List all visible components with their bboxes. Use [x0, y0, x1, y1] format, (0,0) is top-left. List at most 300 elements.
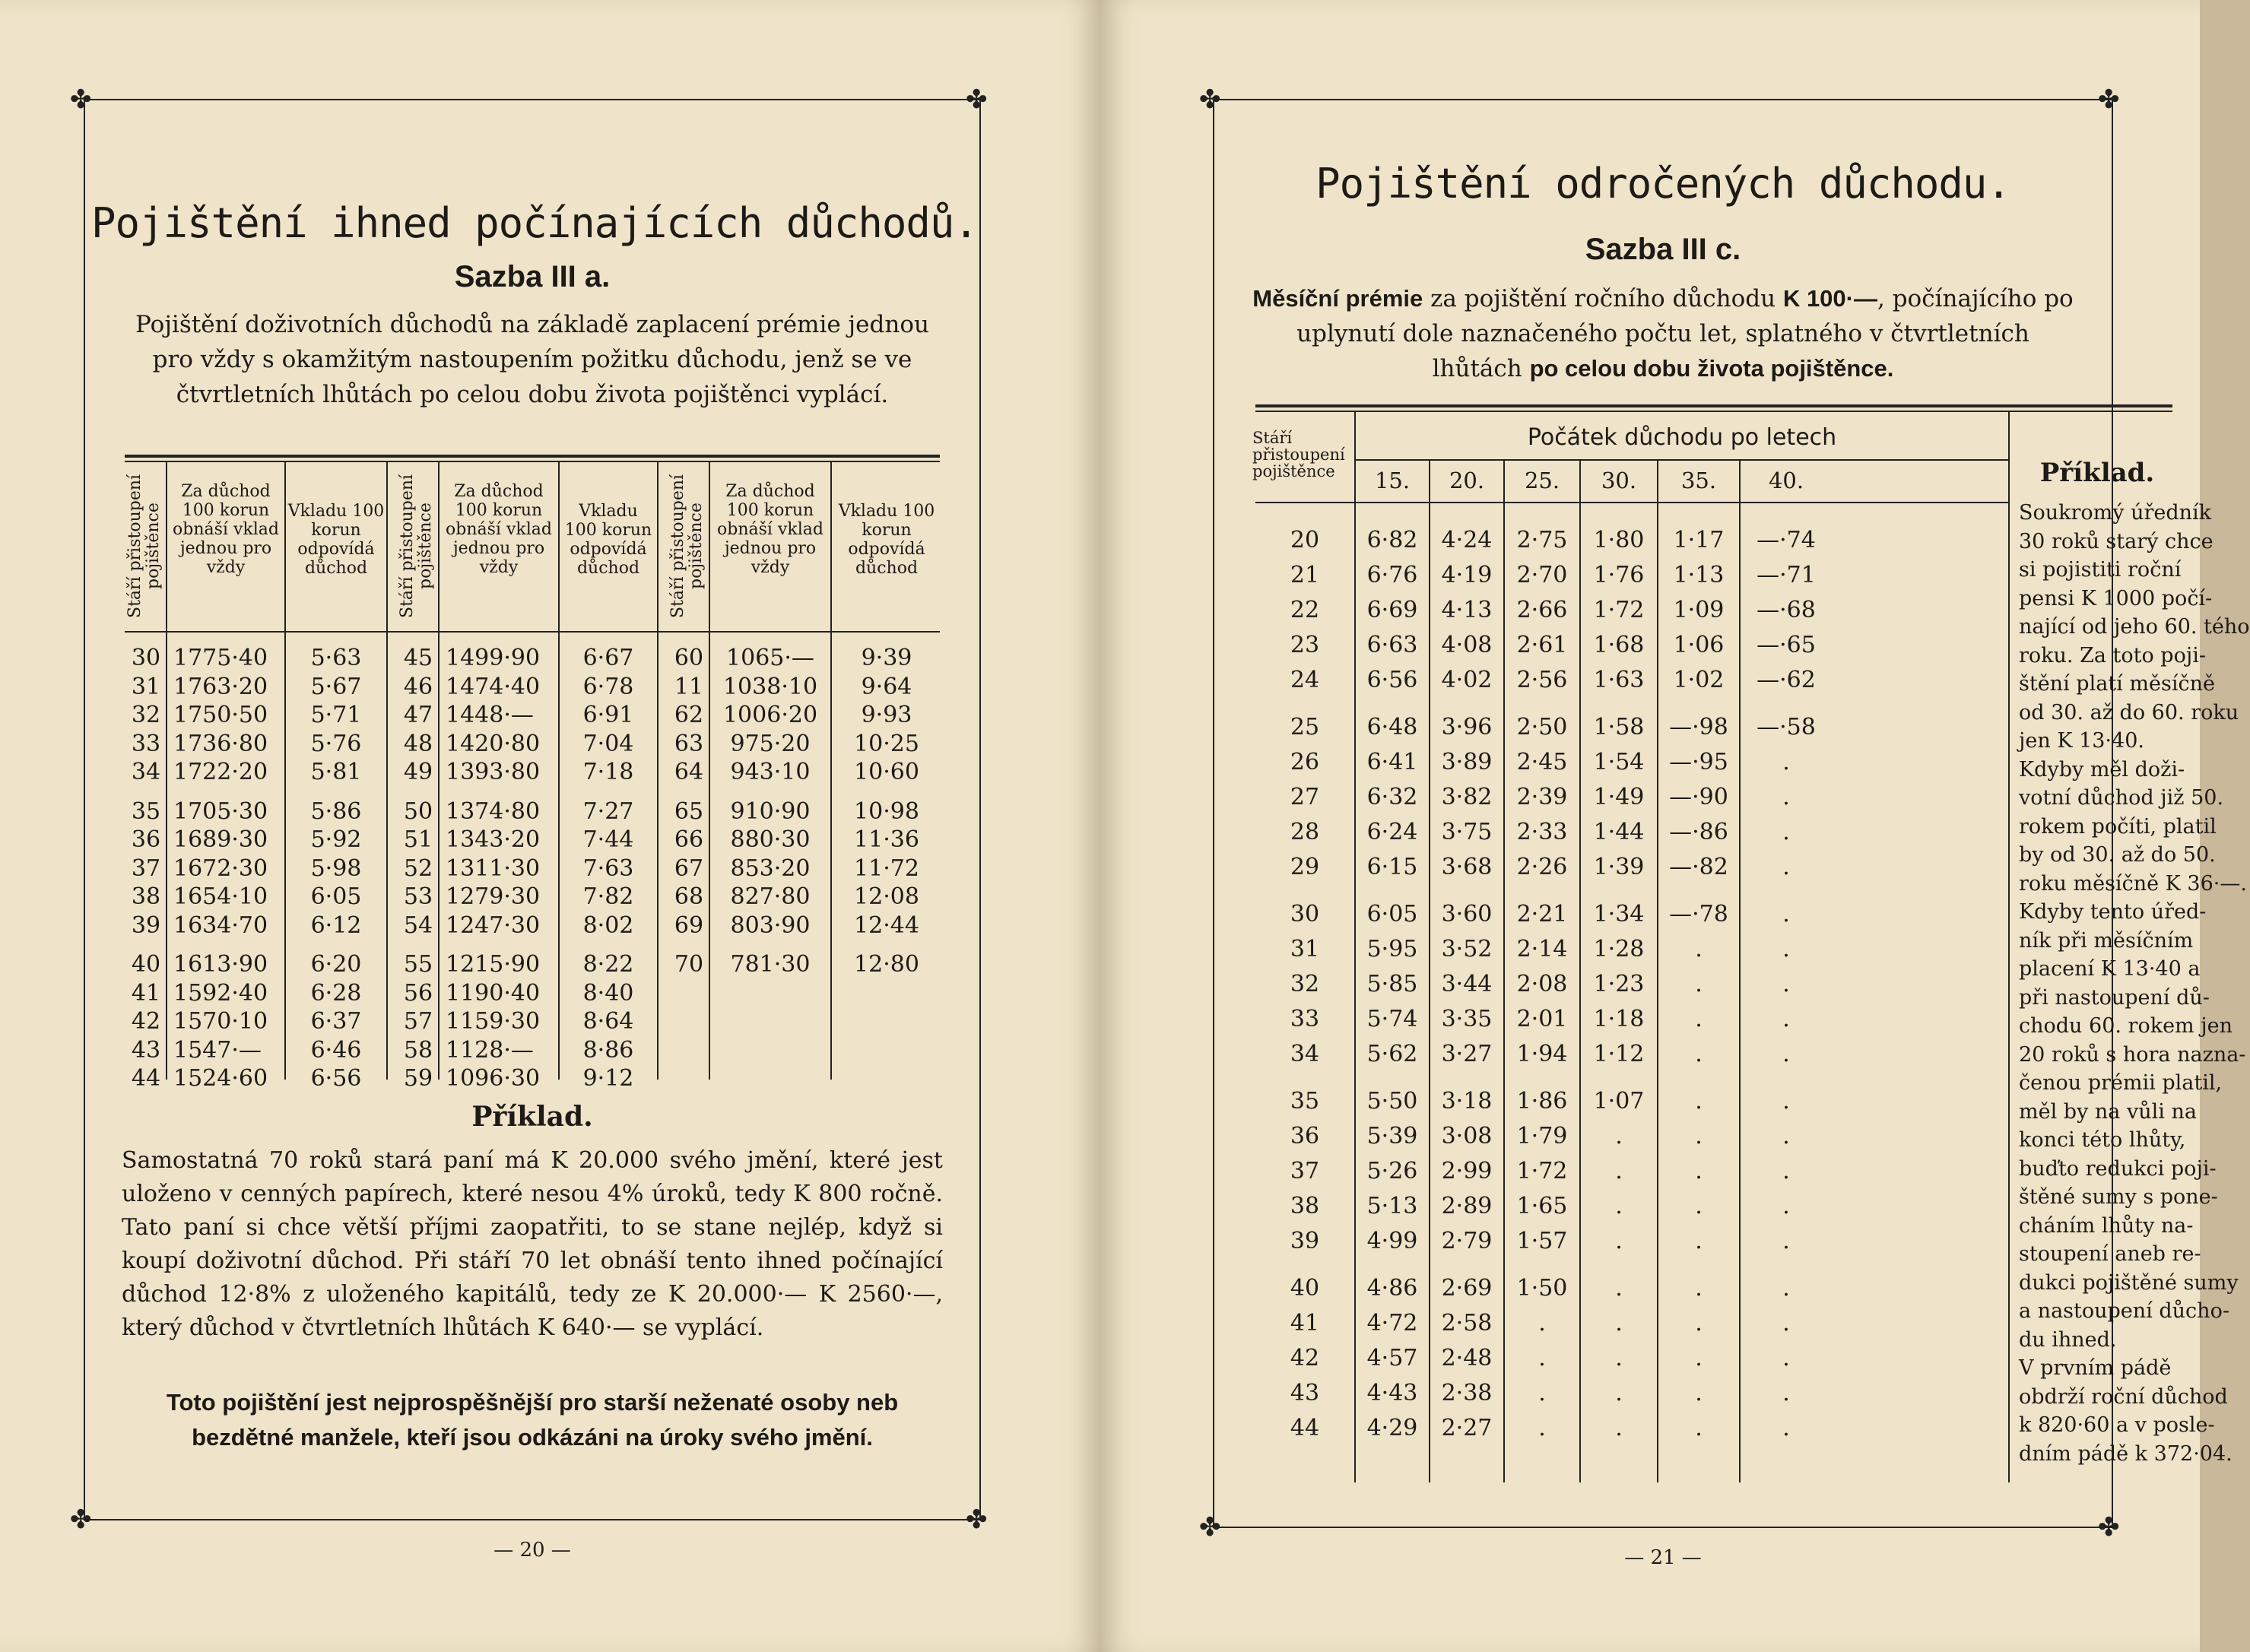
table-cell-premium: 3·68 — [1441, 854, 1493, 880]
year-header: 35. — [1680, 468, 1717, 493]
table-header-rule — [1255, 502, 2008, 503]
example-line: placení K 13·40 a — [2019, 957, 2201, 981]
table-cell-premium: 4·08 — [1441, 632, 1493, 658]
example-line: dním pádě k 372·04. — [2019, 1441, 2233, 1466]
table-cell-premium: 1·86 — [1516, 1088, 1568, 1115]
table-cell-premium: 3·75 — [1441, 819, 1493, 845]
column-header-age: Stáří přistoupení pojištěnce — [668, 474, 706, 618]
table-cell-premium: . — [1782, 1041, 1790, 1067]
page-number: — 21 — — [1624, 1546, 1702, 1569]
table-cell-premium: —·98 — [1669, 714, 1728, 740]
table-cell-premium: —·74 — [1757, 527, 1816, 553]
table-cell-premium: 4·86 — [1366, 1275, 1418, 1302]
table-cell-age: 65 — [674, 797, 704, 825]
table-cell-age: 29 — [1290, 854, 1320, 880]
table-cell-age: 51 — [403, 826, 433, 853]
table-cell-pension: 10·98 — [854, 797, 919, 825]
table-cell-deposit: 1448·— — [446, 702, 534, 728]
corner-ornament-icon: ✤ — [70, 1505, 92, 1535]
table-cell-premium: 4·02 — [1441, 667, 1493, 693]
table-cell-age: 54 — [403, 912, 433, 939]
table-cell-premium: . — [1695, 1345, 1703, 1371]
table-cell-deposit: 1128·— — [446, 1036, 534, 1064]
table-cell-premium: . — [1615, 1158, 1623, 1184]
table-cell-age: 36 — [1290, 1123, 1320, 1149]
table-cell-premium: 3·82 — [1441, 784, 1493, 810]
table-cell-premium: 1·28 — [1593, 936, 1645, 962]
table-cell-age: 33 — [1290, 1006, 1320, 1032]
table-cell-premium: . — [1695, 1088, 1703, 1115]
table-cell-premium: 2·69 — [1441, 1275, 1493, 1302]
corner-ornament-icon: ✤ — [2098, 84, 2120, 115]
rate-heading: Sazba III a. — [454, 260, 611, 293]
table-cell-premium: . — [1782, 1088, 1790, 1115]
table-cell-premium: 1·57 — [1516, 1228, 1568, 1254]
table-cell-premium: . — [1782, 1275, 1790, 1302]
table-cell-pension: 11·36 — [854, 826, 919, 853]
table-cell-pension: 6·56 — [310, 1065, 362, 1092]
table-cell-pension: 8·64 — [582, 1008, 634, 1035]
table-cell-premium: . — [1782, 784, 1790, 810]
example-line: si pojistiti roční — [2019, 558, 2182, 582]
table-cell-age: 57 — [403, 1008, 433, 1035]
table-cell-deposit: 1159·30 — [446, 1008, 541, 1035]
table-cell-age: 33 — [131, 730, 161, 757]
table-cell-pension: 12·44 — [854, 912, 919, 939]
example-text: Samostatná 70 roků stará paní má K 20.000 svého jmění, které jest uloženo v cenných papírech, které nesou 4% úroků, tedy K 800 ročně. Tato paní si chce větší příjmi zaopatřiti, to se stane nejlép, když si koupí doživotní důchod. Při stáří 70 let obnáší tento ihned počínající důchod 12·8% z uloženého kapitálů, tedy ze K 20.000·— K 2560·—, který důchod v čtvrtletních lhůtách K 640·— se vyplácí. — [122, 1147, 943, 1341]
table-cell-premium: 1·49 — [1593, 784, 1645, 810]
table-cell-pension: 6·28 — [310, 979, 362, 1007]
example-text — [2019, 499, 2250, 1468]
example-line: od 30. až do 60. roku — [2019, 700, 2239, 725]
example-line: rokem počíti, platil — [2019, 814, 2217, 839]
table-cell-age: 38 — [1290, 1193, 1320, 1219]
table-top-rule — [125, 461, 940, 462]
table-cell-age: 34 — [131, 759, 161, 785]
bottom-rule — [84, 1519, 981, 1520]
table-cell-premium: 6·15 — [1366, 854, 1418, 880]
table-cell-pension: 12·08 — [854, 883, 919, 910]
desc-bold: K 100·— — [1782, 285, 1877, 312]
column-header-age: Stáří přistoupení pojištěnce — [398, 474, 435, 618]
table-cell-deposit: 1499·90 — [446, 645, 541, 671]
table-cell-premium: . — [1782, 749, 1790, 775]
table-cell-pension: 5·71 — [310, 702, 362, 728]
table-cell-age: 44 — [131, 1065, 161, 1092]
table-cell-deposit: 1279·30 — [446, 883, 541, 910]
table-cell-age: 21 — [1290, 562, 1320, 588]
table-cell-premium: . — [1782, 1193, 1790, 1219]
table-cell-deposit: 803·90 — [730, 912, 811, 939]
table-cell-pension: 12·80 — [854, 951, 919, 978]
column-divider — [166, 461, 167, 1080]
table-cell-premium: 4·13 — [1441, 597, 1493, 623]
table-cell-premium: 4·99 — [1366, 1228, 1418, 1254]
table-cell-premium: 2·48 — [1441, 1345, 1493, 1371]
table-cell-premium: 4·72 — [1366, 1310, 1418, 1337]
column-header-pension: Vkladu 100 korun odpovídá důchod — [564, 502, 652, 578]
table-cell-pension: 9·93 — [861, 702, 912, 728]
table-cell-premium: 1·02 — [1673, 667, 1725, 693]
table-cell-age: 22 — [1290, 597, 1320, 623]
table-cell-age: 32 — [1290, 971, 1320, 997]
table-cell-age: 48 — [403, 730, 433, 757]
bottom-rule — [1213, 1527, 2113, 1528]
table-cell-deposit: 910·90 — [730, 797, 811, 825]
table-cell-premium: . — [1695, 936, 1703, 962]
table-cell-premium: . — [1782, 1310, 1790, 1337]
table-cell-premium: . — [1782, 1345, 1790, 1371]
table-cell-deposit: 1190·40 — [446, 979, 541, 1007]
page-title: Pojištění odročených důchodu. — [1315, 160, 2010, 208]
table-cell-pension: 6·91 — [582, 702, 634, 728]
example-line: ník při měsíčním — [2019, 928, 2194, 953]
table-cell-age: 30 — [1290, 901, 1320, 927]
table-cell-pension: 7·44 — [582, 826, 634, 853]
table-cell-premium: 1·80 — [1593, 527, 1645, 553]
table-cell-pension: 5·98 — [310, 855, 362, 882]
table-cell-pension: 5·63 — [310, 645, 362, 671]
table-cell-premium: 2·27 — [1441, 1415, 1493, 1441]
table-cell-premium: 2·08 — [1516, 971, 1568, 997]
example-line: obdrží roční důchod — [2019, 1384, 2228, 1409]
example-line: 30 roků starý chce — [2019, 529, 2214, 553]
table-cell-age: 31 — [1290, 936, 1320, 962]
table-cell-pension: 5·76 — [310, 730, 362, 757]
example-line: votní důchod již 50. — [2019, 786, 2224, 810]
table-cell-deposit: 880·30 — [730, 826, 811, 853]
group-header-rule — [1356, 459, 2008, 461]
page-title: Pojištění ihned počínajících důchodů. — [91, 199, 978, 247]
column-header-age: Stáří přistoupení pojištěnce — [1252, 429, 1345, 480]
table-cell-age: 42 — [131, 1008, 161, 1035]
column-header-deposit: Za důchod 100 korun obnáší vklad jednou pro vždy — [446, 482, 552, 577]
table-cell-age: 50 — [403, 797, 433, 825]
desc-text: , počínajícího po uplynutí dole naznačeného počtu let, splatného v čtvrtletních lhůtách — [1296, 285, 2074, 382]
table-cell-premium: 1·58 — [1593, 714, 1645, 740]
table-cell-premium: . — [1615, 1123, 1623, 1149]
corner-ornament-icon: ✤ — [70, 84, 92, 115]
table-cell-pension: 6·46 — [310, 1036, 362, 1064]
table-cell-premium: . — [1615, 1380, 1623, 1406]
table-cell-age: 53 — [403, 883, 433, 910]
table-cell-pension: 11·72 — [854, 855, 919, 882]
table-cell-pension: 5·86 — [310, 797, 362, 825]
column-header-deposit: Za důchod 100 korun obnáší vklad jednou pro vždy — [717, 482, 824, 577]
example-line: roku. Za toto poji- — [2019, 643, 2206, 667]
table-cell-premium: . — [1538, 1415, 1546, 1441]
year-header: 15. — [1374, 468, 1411, 493]
table-cell-age: 58 — [403, 1036, 433, 1064]
table-cell-premium: 5·95 — [1366, 936, 1418, 962]
table-cell-premium: . — [1695, 1228, 1703, 1254]
example-line: stoupení aneb re- — [2019, 1242, 2201, 1266]
table-cell-premium: —·65 — [1757, 632, 1816, 658]
table-top-rule — [125, 455, 940, 458]
table-cell-premium: 4·19 — [1441, 562, 1493, 588]
table-cell-premium: 1·63 — [1593, 667, 1645, 693]
table-cell-premium: 1·17 — [1673, 527, 1725, 553]
table-cell-premium: 3·96 — [1441, 714, 1493, 740]
desc-text: za pojištění ročního důchodu — [1423, 285, 1783, 312]
table-cell-deposit: 1689·30 — [173, 826, 268, 853]
column-divider — [709, 461, 710, 1080]
example-line: Kdyby měl doži- — [2019, 757, 2185, 782]
table-cell-premium: 3·44 — [1441, 971, 1493, 997]
table-cell-premium: —·71 — [1757, 562, 1816, 588]
table-cell-premium: . — [1695, 1415, 1703, 1441]
table-cell-age: 63 — [674, 730, 704, 757]
table-cell-age: 49 — [403, 759, 433, 785]
table-cell-pension: 7·63 — [582, 855, 634, 882]
table-cell-premium: . — [1538, 1345, 1546, 1371]
table-cell-premium: 2·56 — [1516, 667, 1568, 693]
table-cell-premium: 1·39 — [1593, 854, 1645, 880]
table-top-rule — [1255, 411, 2172, 412]
table-cell-deposit: 1654·10 — [173, 883, 268, 910]
example-line: konci této lhůty, — [2019, 1128, 2186, 1152]
table-cell-premium: 2·75 — [1516, 527, 1568, 553]
table-cell-premium: 2·61 — [1516, 632, 1568, 658]
table-cell-deposit: 1672·30 — [173, 855, 268, 882]
example-line: k 820·60 a v posle- — [2019, 1413, 2215, 1437]
table-cell-premium: . — [1695, 1310, 1703, 1337]
table-cell-premium: 2·89 — [1441, 1193, 1493, 1219]
table-cell-premium: . — [1695, 1006, 1703, 1032]
table-cell-premium: 6·82 — [1366, 527, 1418, 553]
table-cell-pension: 6·37 — [310, 1008, 362, 1035]
example-line: roku měsíčně K 36·—. — [2019, 871, 2247, 896]
table-cell-age: 36 — [131, 826, 161, 853]
table-cell-age: 43 — [1290, 1380, 1320, 1406]
table-cell-age: 59 — [403, 1065, 433, 1092]
table-cell-premium: 1·68 — [1593, 632, 1645, 658]
table-cell-deposit: 1311·30 — [446, 855, 541, 882]
table-cell-deposit: 1547·— — [173, 1036, 262, 1064]
table-cell-premium: 6·69 — [1366, 597, 1418, 623]
table-cell-age: 68 — [674, 883, 704, 910]
table-cell-premium: —·58 — [1757, 714, 1816, 740]
corner-ornament-icon: ✤ — [2098, 1512, 2120, 1543]
table-cell-premium: 2·26 — [1516, 854, 1568, 880]
table-cell-premium: 1·72 — [1516, 1158, 1568, 1184]
table-cell-pension: 5·67 — [310, 673, 362, 700]
column-divider — [438, 461, 440, 1080]
table-cell-premium: 2·50 — [1516, 714, 1568, 740]
table-cell-pension: 8·22 — [582, 951, 634, 978]
column-header-age: Stáří přistoupení pojištěnce — [125, 474, 163, 618]
table-cell-premium: 2·38 — [1441, 1380, 1493, 1406]
table-cell-age: 45 — [403, 645, 433, 671]
table-cell-premium: 5·74 — [1366, 1006, 1418, 1032]
table-cell-age: 23 — [1290, 632, 1320, 658]
year-header: 40. — [1768, 468, 1804, 493]
table-cell-premium: 3·08 — [1441, 1123, 1493, 1149]
table-cell-premium: 2·33 — [1516, 819, 1568, 845]
table-cell-premium: 1·09 — [1673, 597, 1725, 623]
table-cell-age: 39 — [1290, 1228, 1320, 1254]
table-cell-premium: 1·79 — [1516, 1123, 1568, 1149]
example-line: a nastoupení důcho- — [2019, 1299, 2229, 1323]
table-cell-age: 52 — [403, 855, 433, 882]
table-cell-premium: —·82 — [1669, 854, 1728, 880]
table-cell-age: 62 — [674, 702, 704, 728]
table-cell-premium: 3·89 — [1441, 749, 1493, 775]
table-cell-premium: 2·45 — [1516, 749, 1568, 775]
table-cell-deposit: 1247·30 — [446, 912, 541, 939]
table-cell-deposit: 1592·40 — [173, 979, 268, 1007]
table-cell-deposit: 1215·90 — [446, 951, 541, 978]
table-cell-premium: 5·26 — [1366, 1158, 1418, 1184]
table-cell-premium: 2·21 — [1516, 901, 1568, 927]
table-cell-age: 47 — [403, 702, 433, 728]
table-cell-premium: 6·63 — [1366, 632, 1418, 658]
table-cell-pension: 6·67 — [582, 645, 634, 671]
table-cell-age: 44 — [1290, 1415, 1320, 1441]
table-cell-age: 60 — [674, 645, 704, 671]
example-line: čenou prémii platil, — [2019, 1071, 2223, 1095]
table-cell-deposit: 1393·80 — [446, 759, 541, 785]
column-divider — [2008, 412, 2010, 1482]
table-cell-premium: 4·57 — [1366, 1345, 1418, 1371]
example-line: Soukromý úředník — [2019, 501, 2212, 525]
table-cell-pension: 7·82 — [582, 883, 634, 910]
table-cell-premium: . — [1538, 1380, 1546, 1406]
table-cell-age: 66 — [674, 826, 704, 853]
example-line: du ihned. — [2019, 1327, 2117, 1352]
table-cell-age: 30 — [131, 645, 161, 671]
table-cell-deposit: 1705·30 — [173, 797, 268, 825]
table-cell-age: 20 — [1290, 527, 1320, 553]
table-cell-premium: . — [1782, 901, 1790, 927]
table-cell-premium: —·95 — [1669, 749, 1728, 775]
example-heading: Příklad. — [471, 1101, 593, 1133]
table-cell-premium: . — [1615, 1275, 1623, 1302]
table-cell-deposit: 1006·20 — [722, 702, 818, 728]
corner-ornament-icon: ✤ — [966, 84, 988, 115]
column-header-pension: Vkladu 100 korun odpovídá důchod — [287, 502, 385, 578]
table-cell-premium: . — [1782, 1380, 1790, 1406]
table-cell-premium: 1·76 — [1593, 562, 1645, 588]
example-line: štěné sumy s pone- — [2019, 1185, 2218, 1209]
year-header: 25. — [1524, 468, 1560, 493]
table-cell-age: 39 — [131, 912, 161, 939]
year-header: 30. — [1601, 468, 1637, 493]
table-cell-age: 32 — [131, 702, 161, 728]
table-cell-age: 28 — [1290, 819, 1320, 845]
table-cell-premium: 1·44 — [1593, 819, 1645, 845]
table-cell-premium: 2·58 — [1441, 1310, 1493, 1337]
table-cell-premium: . — [1782, 1006, 1790, 1032]
table-cell-deposit: 1524·60 — [173, 1065, 268, 1092]
table-cell-premium: 1·12 — [1593, 1041, 1645, 1067]
table-cell-pension: 6·20 — [310, 951, 362, 978]
table-cell-deposit: 1722·20 — [173, 759, 268, 785]
table-cell-premium: 2·99 — [1441, 1158, 1493, 1184]
table-cell-age: 25 — [1290, 714, 1320, 740]
table-cell-premium: . — [1782, 1158, 1790, 1184]
table-cell-pension: 7·04 — [582, 730, 634, 757]
table-cell-premium: 4·43 — [1366, 1380, 1418, 1406]
table-cell-premium: . — [1695, 1123, 1703, 1149]
table-cell-premium: 2·39 — [1516, 784, 1568, 810]
example-line: při nastoupení dů- — [2019, 985, 2210, 1010]
table-cell-premium: 5·85 — [1366, 971, 1418, 997]
table-cell-premium: 5·13 — [1366, 1193, 1418, 1219]
table-cell-premium: 3·18 — [1441, 1088, 1493, 1115]
table-cell-premium: . — [1615, 1193, 1623, 1219]
table-cell-premium: 4·24 — [1441, 527, 1493, 553]
table-cell-deposit: 1775·40 — [173, 645, 268, 671]
table-cell-premium: . — [1695, 1275, 1703, 1302]
example-line: nající od jeho 60. tého — [2019, 615, 2250, 639]
table-cell-premium: 1·50 — [1516, 1275, 1568, 1302]
table-cell-deposit: 1096·30 — [446, 1065, 541, 1092]
column-header-pension: Vkladu 100 korun odpovídá důchod — [838, 502, 935, 578]
table-cell-deposit: 1420·80 — [446, 730, 541, 757]
table-cell-deposit: 1038·10 — [722, 673, 818, 700]
table-cell-age: 24 — [1290, 667, 1320, 693]
table-cell-premium: . — [1615, 1310, 1623, 1337]
table-cell-premium: 1·07 — [1593, 1088, 1645, 1115]
table-cell-premium: . — [1782, 1228, 1790, 1254]
table-cell-age: 11 — [674, 673, 704, 700]
table-cell-premium: 1·34 — [1593, 901, 1645, 927]
table-cell-pension: 9·64 — [861, 673, 912, 700]
table-cell-premium: —·90 — [1669, 784, 1728, 810]
table-cell-deposit: 943·10 — [730, 759, 811, 785]
table-cell-age: 38 — [131, 883, 161, 910]
example-line: jen K 13·40. — [2019, 729, 2144, 753]
table-cell-premium: 1·94 — [1516, 1041, 1568, 1067]
table-cell-age: 40 — [1290, 1275, 1320, 1302]
example-heading: Příklad. — [2039, 458, 2155, 488]
table-cell-premium: . — [1782, 971, 1790, 997]
table-cell-premium: . — [1695, 1041, 1703, 1067]
table-cell-deposit: 1750·50 — [173, 702, 268, 728]
column-header-deposit: Za důchod 100 korun obnáší vklad jednou pro vždy — [173, 482, 279, 577]
right-page — [1100, 0, 2250, 1652]
table-cell-premium: . — [1615, 1415, 1623, 1441]
table-cell-premium: 1·72 — [1593, 597, 1645, 623]
table-cell-premium: 1·13 — [1673, 562, 1725, 588]
table-cell-premium: 6·41 — [1366, 749, 1418, 775]
example-line: by od 30. až do 50. — [2019, 843, 2216, 867]
example-line: Kdyby tento úřed- — [2019, 900, 2207, 924]
table-cell-deposit: 827·80 — [730, 883, 811, 910]
table-cell-pension: 6·12 — [310, 912, 362, 939]
table-cell-deposit: 1613·90 — [173, 951, 268, 978]
table-cell-pension: 9·39 — [861, 645, 912, 671]
table-cell-age: 56 — [403, 979, 433, 1007]
rate-heading: Sazba III c. — [1585, 233, 1741, 266]
table-cell-age: 40 — [131, 951, 161, 978]
table-cell-deposit: 975·20 — [730, 730, 811, 757]
table-cell-premium: . — [1782, 1123, 1790, 1149]
table-cell-pension: 5·92 — [310, 826, 362, 853]
table-cell-premium: . — [1782, 854, 1790, 880]
table-cell-pension: 6·05 — [310, 883, 362, 910]
table-cell-age: 42 — [1290, 1345, 1320, 1371]
table-cell-pension: 6·78 — [582, 673, 634, 700]
table-cell-premium: 1·18 — [1593, 1006, 1645, 1032]
table-header-rule — [125, 631, 940, 633]
table-cell-age: 64 — [674, 759, 704, 785]
rate-description: Pojištění doživotních důchodů na základě zaplacení prémie jednou pro vždy s okamžitým nastoupením požitku důchodu, jenž se ve čtvrtletních lhůtách po celou dobu života pojištěnci vyplácí. — [135, 311, 929, 408]
table-cell-premium: —·78 — [1669, 901, 1728, 927]
table-cell-age: 70 — [674, 951, 704, 978]
table-cell-premium: . — [1695, 1193, 1703, 1219]
